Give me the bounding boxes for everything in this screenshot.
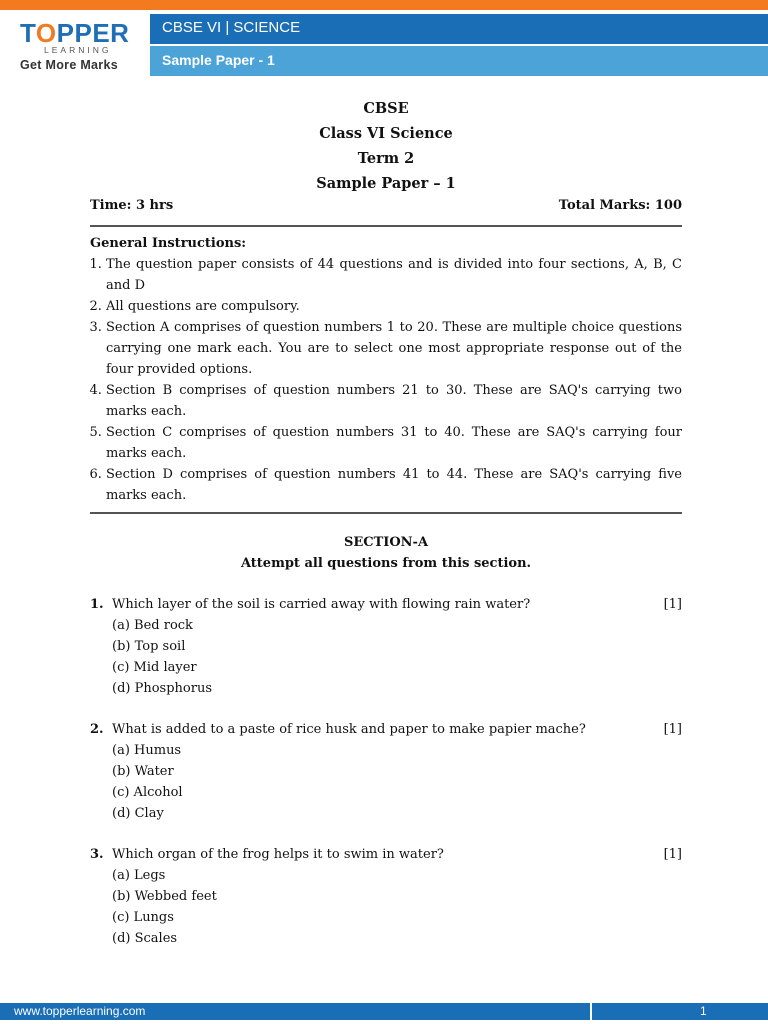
question — [90, 719, 682, 824]
time-label: Time: 3 hrs — [90, 198, 174, 213]
question-text: What is added to a paste of rice husk and paper to make papier mache? — [112, 722, 586, 737]
meta-row — [90, 198, 682, 213]
logo-wordmark: TOPPER — [20, 18, 130, 48]
subject-header-bar — [150, 14, 768, 44]
question-text: Which layer of the soil is carried away with flowing rain water? — [112, 597, 531, 612]
doc-title-term: Term 2 — [357, 150, 415, 167]
paper-label: Sample Paper - 1 — [162, 52, 275, 68]
top-accent-bar — [0, 0, 768, 10]
doc-title-board: CBSE — [363, 100, 409, 117]
total-marks-label: Total Marks: 100 — [558, 198, 682, 213]
section-title: SECTION-A — [343, 535, 429, 550]
question-option: (b) Water — [112, 764, 174, 779]
question-option: (a) Bed rock — [112, 618, 193, 633]
question-number: 2. — [90, 722, 104, 737]
question — [90, 594, 682, 699]
divider-top — [90, 225, 682, 227]
instruction-item: 5. Section C comprises of question numbers 31 to 40. These are SAQ's carrying four marks each. — [106, 422, 682, 464]
question-marks: [1] — [663, 597, 682, 612]
logo-subtext: LEARNING — [44, 45, 112, 55]
subject-label: CBSE VI | SCIENCE — [162, 19, 301, 36]
question-option: (c) Mid layer — [112, 660, 197, 675]
instruction-item: 2. All questions are compulsory. — [106, 296, 682, 317]
doc-title-paper: Sample Paper – 1 — [316, 175, 456, 192]
instruction-item: 3. Section A comprises of question numbers 1 to 20. These are multiple choice questions carrying one mark each. You are to select one most appropriate response out of the four provided options. — [106, 317, 682, 380]
question-option: (a) Legs — [112, 868, 166, 883]
logo-o-letter: O — [35, 18, 57, 48]
page-number: 1 — [700, 1004, 707, 1018]
question-option: (a) Humus — [112, 743, 182, 758]
topper-logo[interactable] — [14, 18, 132, 78]
question-text: Which organ of the frog helps it to swim in water? — [112, 847, 444, 862]
question-option: (c) Alcohol — [112, 785, 183, 800]
question-number: 1. — [90, 597, 104, 612]
section-subtitle: Attempt all questions from this section. — [240, 556, 532, 571]
footer-url-link[interactable]: www.topperlearning.com — [14, 1004, 146, 1018]
question — [90, 844, 682, 949]
question-number: 3. — [90, 847, 104, 862]
paper-header-bar — [150, 46, 768, 76]
question-marks: [1] — [663, 847, 682, 862]
instruction-item: 6. Section D comprises of question numbers 41 to 44. These are SAQ's carrying five marks each. — [106, 464, 682, 506]
question-option: (d) Scales — [112, 931, 178, 946]
footer-divider — [590, 1003, 592, 1020]
question-option: (c) Lungs — [112, 910, 174, 925]
logo-tagline: Get More Marks — [20, 58, 118, 72]
instruction-item: 4. Section B comprises of question numbers 21 to 30. These are SAQ's carrying two marks each. — [106, 380, 682, 422]
document-body — [90, 96, 682, 949]
question-option: (d) Phosphorus — [112, 681, 212, 696]
instructions-heading: General Instructions: — [90, 236, 247, 251]
doc-title-class: Class VI Science — [319, 125, 453, 142]
footer-bar — [0, 1003, 768, 1020]
divider-bottom — [90, 512, 682, 514]
instructions-list — [90, 254, 682, 506]
question-option: (d) Clay — [112, 806, 164, 821]
question-option: (b) Webbed feet — [112, 889, 217, 904]
instruction-item: 1. The question paper consists of 44 questions and is divided into four sections, A, B, C and D — [106, 254, 682, 296]
question-option: (b) Top soil — [112, 639, 186, 654]
question-marks: [1] — [663, 722, 682, 737]
